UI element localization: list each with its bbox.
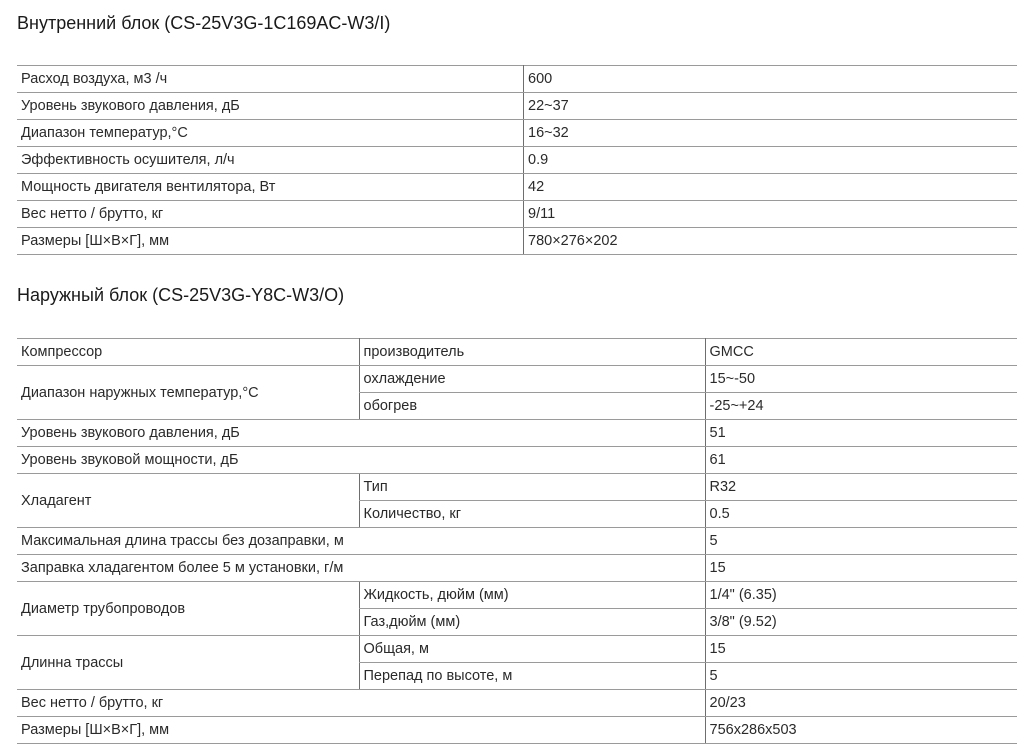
spec-value: 20/23 [705,690,1017,717]
table-row [17,228,1017,255]
spec-value: 5 [705,663,1017,690]
spec-value: R32 [705,474,1017,501]
spec-value: 756x286x503 [705,717,1017,744]
spec-value: 0.9 [524,147,1018,174]
table-row [17,474,1017,501]
spec-value: -25~+24 [705,393,1017,420]
spec-value: 15~-50 [705,366,1017,393]
spec-value: 15 [705,555,1017,582]
spec-label: Мощность двигателя вентилятора, Вт [17,174,524,201]
spec-label: Размеры [Ш×В×Г], мм [17,717,705,744]
spec-label: Расход воздуха, м3 /ч [17,66,524,93]
table-row [17,447,1017,474]
spec-sublabel: Тип [359,474,705,501]
table-row [17,555,1017,582]
spec-label: Заправка хладагентом более 5 м установки, г/м [17,555,705,582]
spec-sublabel: обогрев [359,393,705,420]
spec-sublabel: охлаждение [359,366,705,393]
spec-sublabel: Общая, м [359,636,705,663]
spec-label: Размеры [Ш×В×Г], мм [17,228,524,255]
table-row [17,174,1017,201]
spec-value: 51 [705,420,1017,447]
table-row [17,528,1017,555]
spec-sublabel: производитель [359,339,705,366]
outdoor-unit-title: Наружный блок (CS-25V3G-Y8C-W3/O) [17,285,345,305]
indoor-specs-table [17,65,1017,255]
spec-value: 61 [705,447,1017,474]
spec-label: Максимальная длина трассы без дозаправки, м [17,528,705,555]
spec-label: Вес нетто / брутто, кг [17,201,524,228]
spec-value: 0.5 [705,501,1017,528]
spec-value: 600 [524,66,1018,93]
spec-value: 3/8" (9.52) [705,609,1017,636]
spec-label: Эффективность осушителя, л/ч [17,147,524,174]
table-row [17,717,1017,744]
spec-value: 22~37 [524,93,1018,120]
table-row [17,120,1017,147]
spec-label: Вес нетто / брутто, кг [17,690,705,717]
spec-sublabel: Перепад по высоте, м [359,663,705,690]
table-row [17,636,1017,663]
spec-sublabel: Количество, кг [359,501,705,528]
spec-label: Диаметр трубопроводов [17,582,359,636]
spec-label: Компрессор [17,339,359,366]
table-row [17,582,1017,609]
spec-label: Длинна трассы [17,636,359,690]
table-row [17,147,1017,174]
spec-label: Хладагент [17,474,359,528]
spec-value: 5 [705,528,1017,555]
spec-value: 780×276×202 [524,228,1018,255]
spec-label: Диапазон наружных температур,°С [17,366,359,420]
spec-value: 1/4" (6.35) [705,582,1017,609]
table-row [17,66,1017,93]
spec-sublabel: Газ,дюйм (мм) [359,609,705,636]
indoor-unit-title: Внутренний блок (CS-25V3G-1C169AC-W3/I) [17,13,391,33]
spec-value: 9/11 [524,201,1018,228]
table-row [17,420,1017,447]
table-row [17,339,1017,366]
spec-label: Диапазон температур,°С [17,120,524,147]
table-row [17,93,1017,120]
spec-label: Уровень звуковой мощности, дБ [17,447,705,474]
spec-sublabel: Жидкость, дюйм (мм) [359,582,705,609]
outdoor-specs-table [17,338,1017,744]
table-row [17,690,1017,717]
table-row [17,366,1017,393]
spec-label: Уровень звукового давления, дБ [17,420,705,447]
spec-value: 42 [524,174,1018,201]
spec-label: Уровень звукового давления, дБ [17,93,524,120]
spec-value: 16~32 [524,120,1018,147]
spec-value: GMCC [705,339,1017,366]
table-row [17,201,1017,228]
spec-value: 15 [705,636,1017,663]
